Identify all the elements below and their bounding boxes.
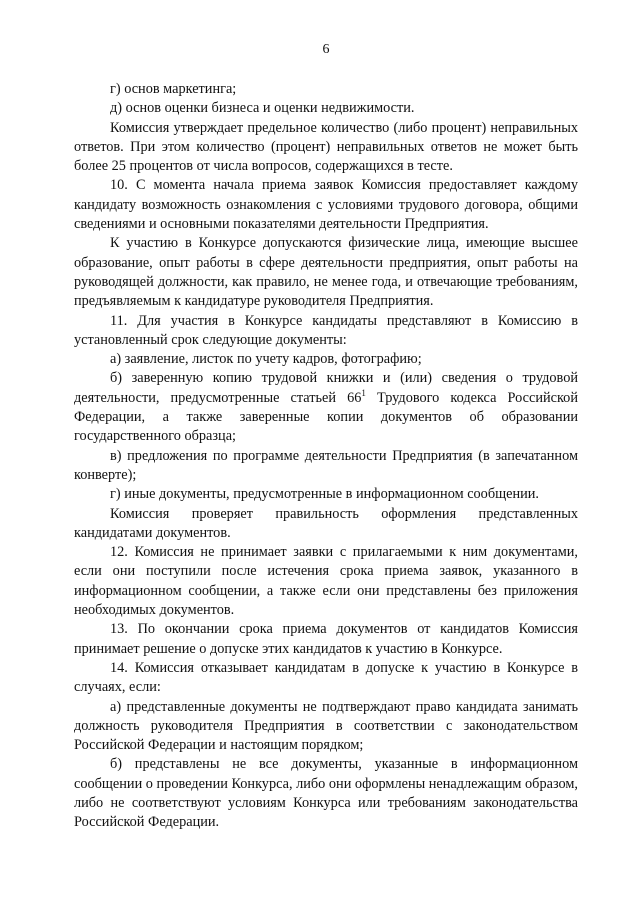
paragraph: Комиссия утверждает предельное количество (либо процент) неправильных ответов. При этом количество (процент) неправильных ответов не может быть более 25 процентов от числа вопросов, содержащихся в тесте. (74, 119, 578, 175)
footnote-superscript: 1 (361, 387, 366, 398)
paragraph: 12. Комиссия не принимает заявки с прилагаемыми к ним документами, если они поступили после истечения срока приема заявок, указанного в информационном сообщении, а также если они представлены без приложения необходимых документов. (74, 544, 578, 619)
paragraph: а) заявление, листок по учету кадров, фотографию; (110, 351, 422, 368)
page-number: 6 (322, 42, 330, 57)
paragraph: 10. С момента начала приема заявок Комиссия предоставляет каждому кандидату возможность ознакомления с условиями трудового договора, общими сведениями и основными показателями деятельности Предприятия. (74, 177, 578, 233)
paragraph: г) основ маркетинга; (110, 81, 237, 97)
paragraph: Комиссия проверяет правильность оформления представленных кандидатами документов. (74, 505, 578, 541)
paragraph: а) представленные документы не подтверждают право кандидата занимать должность руководителя Предприятия в соответствии с законодательством Российской Федерации и настоящим порядком; (74, 698, 578, 754)
paragraph: в) предложения по программе деятельности Предприятия (в запечатанном конверте); (74, 447, 578, 483)
paragraph: 11. Для участия в Конкурсе кандидаты представляют в Комиссию в установленный срок следующие документы: (74, 312, 578, 348)
paragraph: б) заверенную копию трудовой книжки и (или) сведения о трудовой деятельности, предусмотренные статьей $66^1$ Трудового кодекса Российской Федерации, а также заверенные копии документов об образовании государственного образца; (74, 370, 578, 445)
paragraph: 13. По окончании срока приема документов от кандидатов Комиссия принимает решение о допуске этих кандидатов к участию в Конкурсе. (74, 621, 578, 657)
paragraph: г) иные документы, предусмотренные в информационном сообщении. (110, 486, 539, 503)
paragraph: д) основ оценки бизнеса и оценки недвижимости. (110, 100, 415, 117)
paragraph: 14. Комиссия отказывает кандидатам в допуске к участию в Конкурсе в случаях, если: (74, 659, 578, 696)
document-body (74, 80, 578, 833)
paragraph: К участию в Конкурсе допускаются физические лица, имеющие высшее образование, опыт работы в сфере деятельности предприятия, опыт работы на руководящей должности, как правило, не менее года, и отвечающие требованиям, предъявляемым к кандидатуре руководителя Предприятия. (74, 235, 578, 310)
paragraph: б) представлены не все документы, указанные в информационном сообщении о проведении Конкурса, либо они оформлены ненадлежащим образом, либо не соответствуют условиям Конкурса или требованиям законодательства Российской Федерации. (74, 756, 579, 831)
